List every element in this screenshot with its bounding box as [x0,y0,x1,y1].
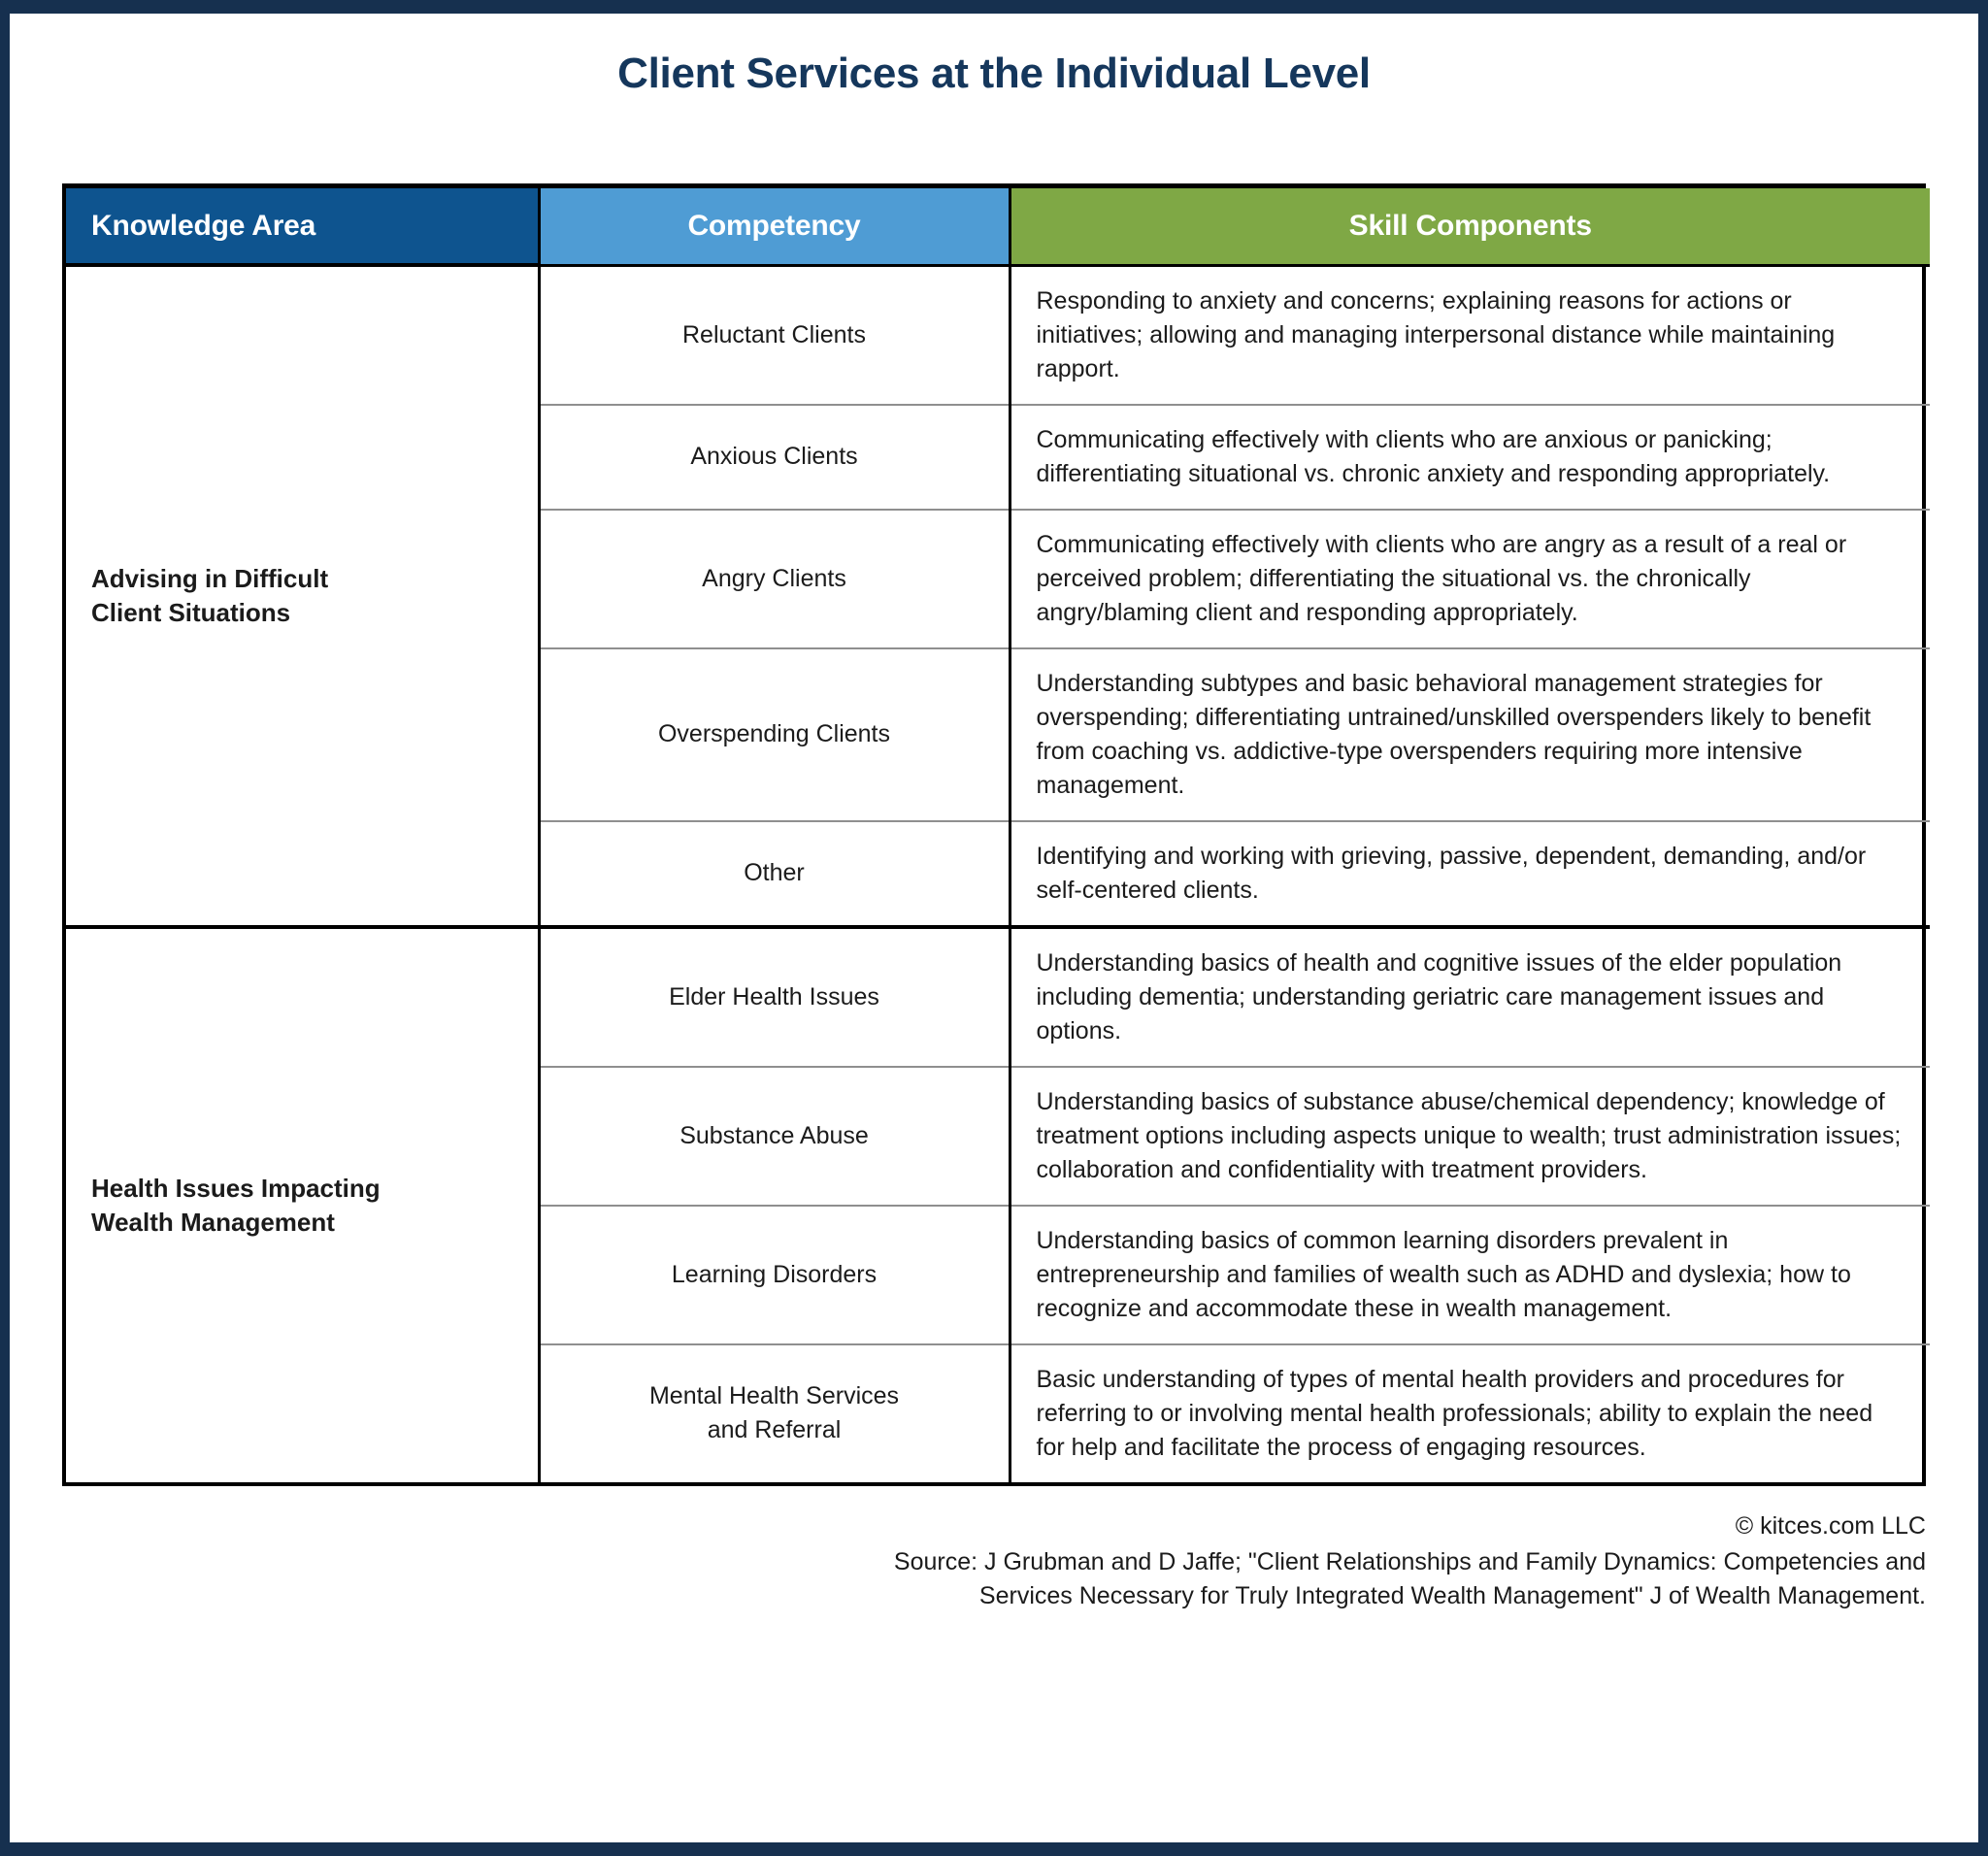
skill-components-cell: Understanding basics of common learning disorders prevalent in entrepreneurship and families of wealth such as ADHD and dyslexia; how to recognize and accommodate these in wealth management. [1010,1206,1930,1344]
frame-border-top [0,0,1988,14]
column-header-knowledge-area: Knowledge Area [66,188,539,265]
table-row [66,265,1930,405]
knowledge-area-label-line1: Advising in Difficult [91,564,329,594]
competency-cell: Learning Disorders [539,1206,1010,1344]
knowledge-area-label-line2: Wealth Management [91,1207,335,1237]
column-header-competency: Competency [539,188,1010,265]
competency-cell: Other [539,821,1010,927]
frame-border-right [1978,0,1988,1856]
knowledge-area-label-line2: Client Situations [91,598,291,628]
table-header [66,188,1930,265]
table-body [66,265,1930,1482]
source-line-2: Services Necessary for Truly Integrated Wealth Management" J of Wealth Management. [978,1581,1926,1609]
page-title: Client Services at the Individual Level [617,50,1371,97]
competency-cell [539,1344,1010,1482]
competency-table [66,188,1930,1482]
competency-cell: Angry Clients [539,510,1010,648]
skill-components-cell: Identifying and working with grieving, passive, dependent, demanding, and/or self-centered clients. [1010,821,1930,927]
table-row [66,927,1930,1067]
page-content [10,14,1978,1842]
competency-label-line2: and Referral [707,1416,842,1444]
copyright-text: © kitces.com LLC [1735,1511,1926,1540]
skill-components-cell: Communicating effectively with clients who are anxious or panicking; differentiating situational vs. chronic anxiety and responding appropriately. [1010,405,1930,510]
column-header-skill-components: Skill Components [1010,188,1930,265]
competency-cell: Anxious Clients [539,405,1010,510]
competency-label-line1: Mental Health Services [648,1382,900,1410]
competency-cell: Overspending Clients [539,648,1010,821]
footer [62,1509,1926,1613]
skill-components-cell: Basic understanding of types of mental health providers and procedures for referring to or involving mental health professionals; ability to explain the need for help and facilitate the process of engaging resources. [1036,1365,1873,1461]
frame-border-bottom [0,1842,1988,1856]
competency-cell: Elder Health Issues [539,927,1010,1067]
frame-border-left [0,0,10,1856]
skill-components-cell: Understanding subtypes and basic behavioral management strategies for overspending; differentiating untrained/unskilled overspenders likely to benefit from coaching vs. addictive-type overspenders requiring more intensive management. [1010,648,1930,821]
source-line-1: Source: J Grubman and D Jaffe; "Client Relationships and Family Dynamics: Competencies and [893,1547,1926,1575]
competency-cell: Substance Abuse [539,1067,1010,1206]
knowledge-area-cell-advising [66,265,539,927]
skill-components-cell: Understanding basics of substance abuse/chemical dependency; knowledge of treatment options including aspects unique to wealth; trust administration issues; collaboration and confidentiality with treatment providers. [1010,1067,1930,1206]
skill-components-cell: Responding to anxiety and concerns; explaining reasons for actions or initiatives; allowing and managing interpersonal distance while maintaining rapport. [1010,265,1930,405]
knowledge-area-cell-health-issues [66,927,539,1482]
competency-cell: Reluctant Clients [539,265,1010,405]
knowledge-area-label-line1: Health Issues Impacting [91,1174,381,1204]
skill-components-cell: Understanding basics of health and cognitive issues of the elder population including dementia; understanding geriatric care management issues and options. [1010,927,1930,1067]
competency-table-container [62,183,1926,1486]
skill-components-cell: Communicating effectively with clients who are angry as a result of a real or perceived problem; differentiating the situational vs. the chronically angry/blaming client and responding appropriately. [1010,510,1930,648]
table-header-row [66,188,1930,265]
